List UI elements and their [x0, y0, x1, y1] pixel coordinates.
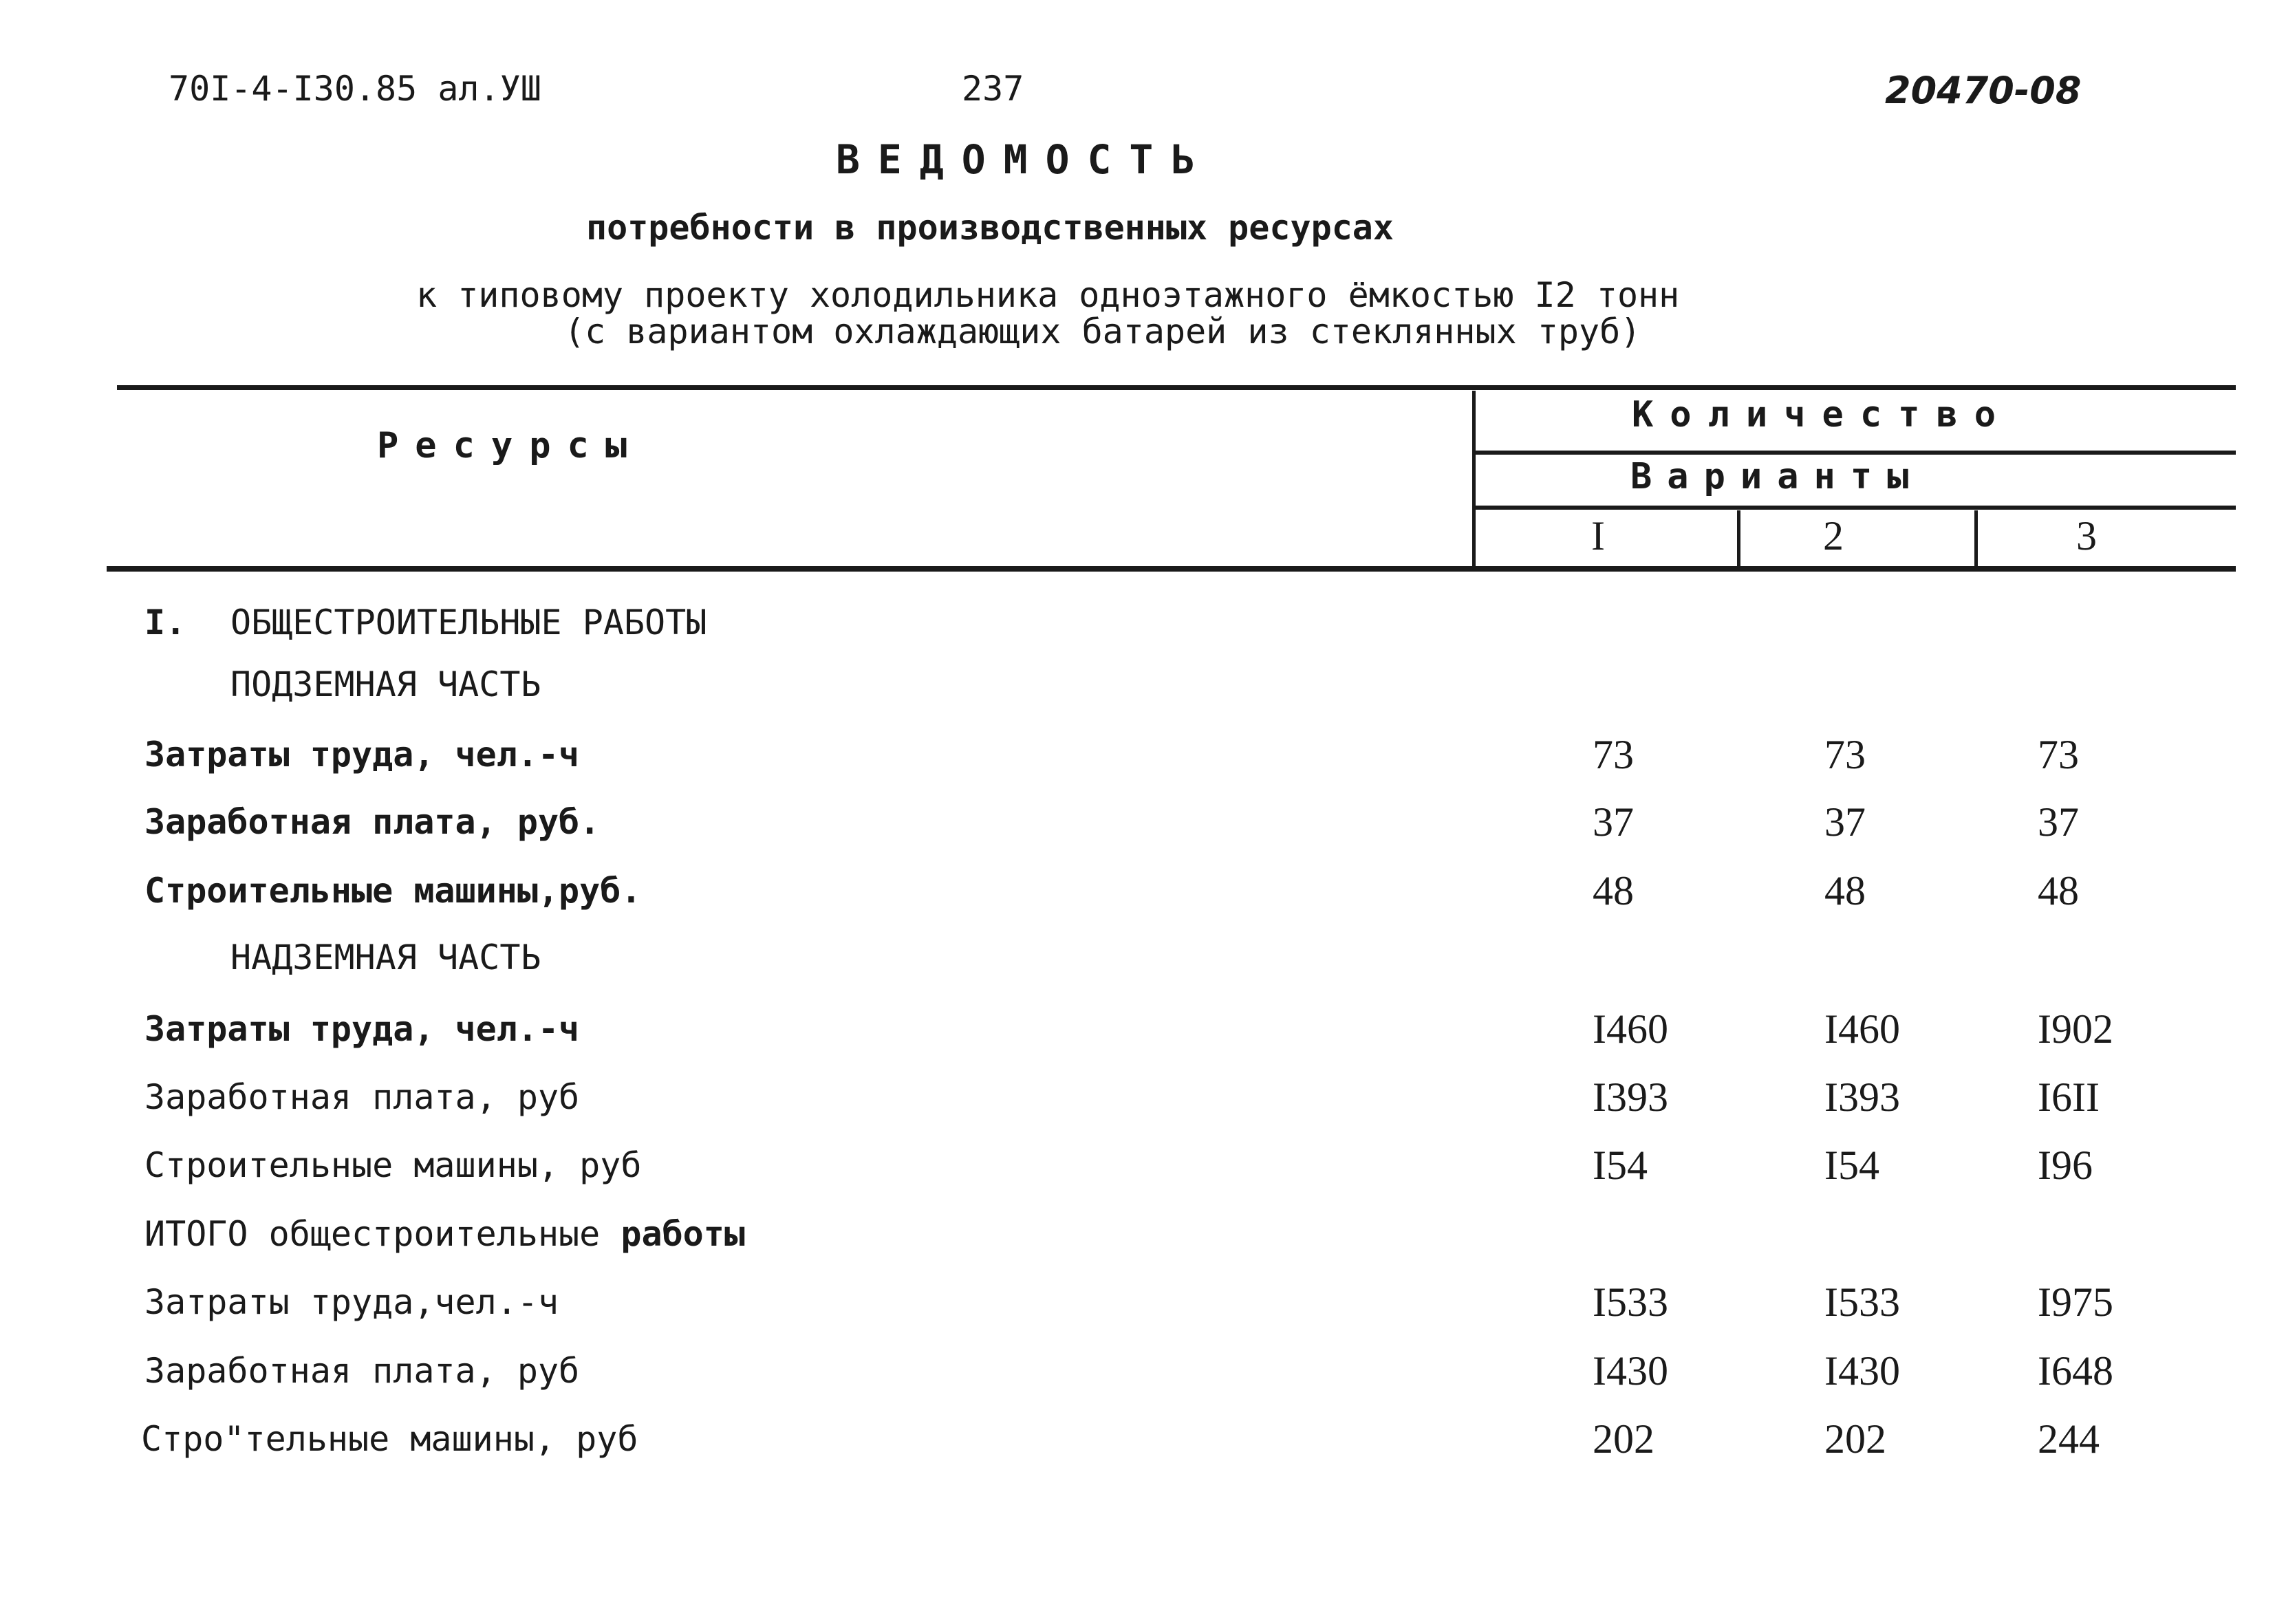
row-label: Затраты труда, чел.-ч	[144, 1009, 580, 1049]
row-label: Заработная плата, руб	[144, 1077, 580, 1117]
variants-header: Варианты	[1630, 456, 1924, 497]
row-label: Строительные машины, руб	[144, 1145, 642, 1185]
variants-rule	[1476, 506, 2236, 510]
table-header-bottom-rule	[107, 566, 2236, 572]
cell-variant-1: 37	[1593, 799, 1634, 845]
cell-variant-3: 48	[2038, 868, 2079, 913]
row-label: Стро"тельные машины, руб	[141, 1419, 638, 1459]
document-code: 70I-4-I30.85 ал.УШ	[169, 69, 541, 109]
cell-variant-2: 37	[1824, 799, 1866, 845]
document-title: ВЕДОМОСТЬ	[836, 136, 1214, 183]
subsection-title: НАДЗЕМНАЯ ЧАСТЬ	[230, 938, 541, 977]
cell-variant-2: I533	[1824, 1279, 1900, 1325]
row-label: Затраты труда,чел.-ч	[144, 1282, 559, 1322]
cell-variant-3: 73	[2038, 732, 2079, 777]
quantity-rule	[1476, 451, 2236, 455]
cell-variant-1: I393	[1593, 1074, 1668, 1120]
cell-variant-3: I96	[2038, 1143, 2093, 1188]
page-number: 237	[962, 69, 1024, 109]
variant-2-header: 2	[1823, 513, 1844, 559]
resources-column-header: Ресурсы	[377, 425, 644, 466]
cell-variant-1: 202	[1593, 1416, 1654, 1462]
row-label: Заработная плата, руб.	[144, 802, 601, 842]
cell-variant-1: I533	[1593, 1279, 1668, 1325]
variant-1-header: I	[1591, 513, 1605, 559]
cell-variant-1: I460	[1593, 1006, 1668, 1052]
cell-variant-3: I975	[2038, 1279, 2113, 1325]
cell-variant-2: 202	[1824, 1416, 1886, 1462]
project-variant-note: (с вариантом охлаждающих батарей из стеклянных труб)	[564, 312, 1641, 351]
row-label: Строительные машины,руб.	[144, 871, 642, 911]
subsection-title: ПОДЗЕМНАЯ ЧАСТЬ	[230, 664, 541, 704]
section-title: ОБЩЕСТРОИТЕЛЬНЫЕ РАБОТЫ	[230, 603, 707, 642]
cell-variant-1: I54	[1593, 1143, 1648, 1188]
cell-variant-2: I393	[1824, 1074, 1900, 1120]
cell-variant-2: I54	[1824, 1143, 1879, 1188]
project-description: к типовому проекту холодильника одноэтажного ёмкостью I2 тонн	[416, 275, 1680, 315]
table-top-rule	[117, 385, 2236, 390]
total-title	[144, 1214, 745, 1254]
total-title-bold: работы	[621, 1214, 745, 1254]
cell-variant-3: I6II	[2038, 1074, 2100, 1120]
section-number: I.	[144, 603, 186, 642]
variant-divider-1	[1737, 510, 1740, 567]
handwritten-number: 20470-08	[1885, 69, 2082, 112]
row-label: Затраты труда, чел.-ч	[144, 735, 580, 775]
quantity-column-header: Количество	[1632, 394, 2013, 435]
cell-variant-1: 48	[1593, 868, 1634, 913]
total-title-text: ИТОГО общестроительные	[144, 1214, 601, 1254]
cell-variant-1: 73	[1593, 732, 1634, 777]
document-subtitle: потребности в производственных ресурсах	[586, 208, 1394, 248]
header-column-divider	[1472, 391, 1476, 566]
row-label: Заработная плата, руб	[144, 1351, 580, 1391]
cell-variant-3: 244	[2038, 1416, 2100, 1462]
cell-variant-2: 73	[1824, 732, 1866, 777]
cell-variant-2: I430	[1824, 1348, 1900, 1394]
variant-3-header: 3	[2076, 513, 2097, 559]
cell-variant-3: I648	[2038, 1348, 2113, 1394]
cell-variant-1: I430	[1593, 1348, 1668, 1394]
variant-divider-2	[1974, 510, 1978, 567]
cell-variant-3: 37	[2038, 799, 2079, 845]
cell-variant-3: I902	[2038, 1006, 2113, 1052]
cell-variant-2: I460	[1824, 1006, 1900, 1052]
cell-variant-2: 48	[1824, 868, 1866, 913]
